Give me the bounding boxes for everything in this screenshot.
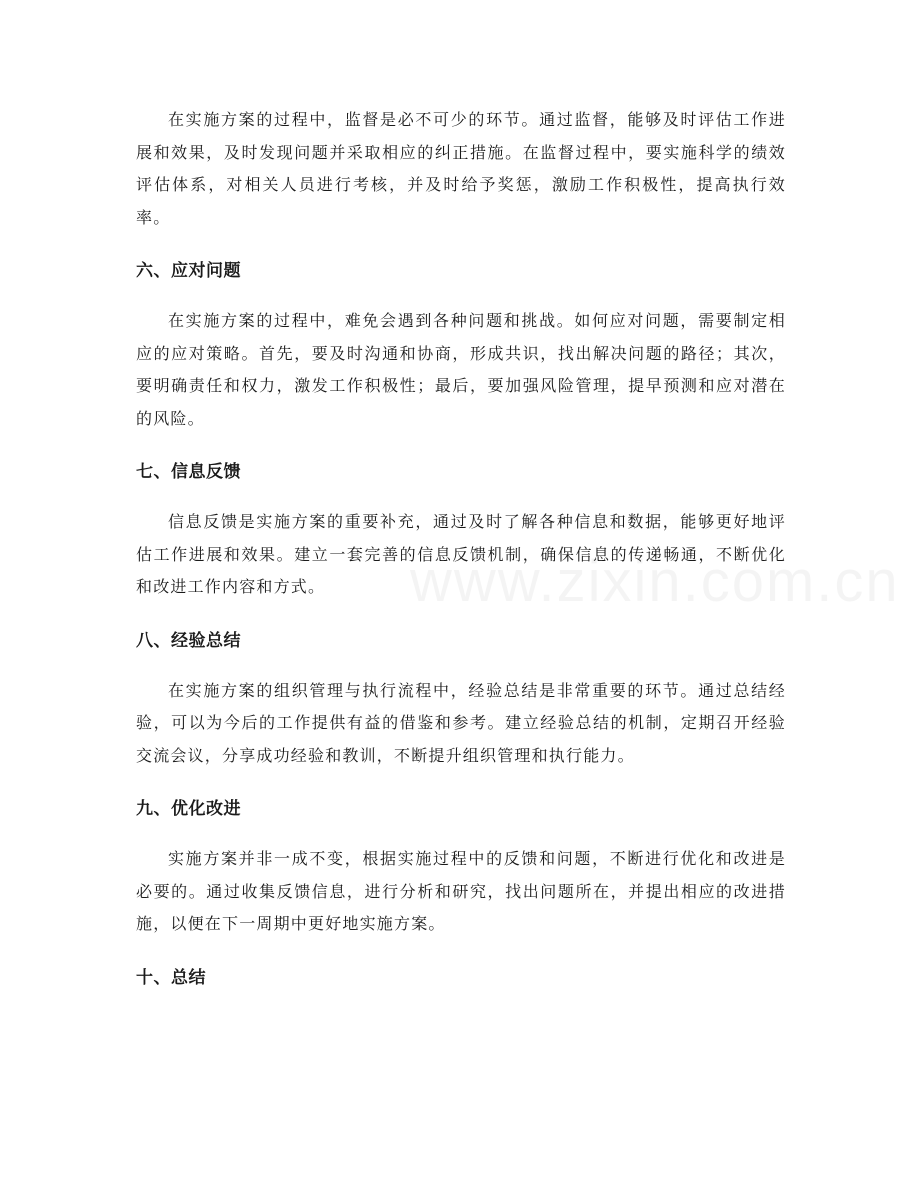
heading-section-9: 九、优化改进 xyxy=(136,799,241,819)
heading-section-6: 六、应对问题 xyxy=(136,261,241,281)
heading-section-7: 七、信息反馈 xyxy=(136,462,241,482)
paragraph-section-9: 实施方案并非一成不变，根据实施过程中的反馈和问题，不断进行优化和改进是必要的。通过收集反馈信息，进行分析和研究，找出问题所在，并提出相应的改进措施，以便在下一周期中更好地实施方案。 xyxy=(136,849,786,933)
paragraph-section-7: 信息反馈是实施方案的重要补充，通过及时了解各种信息和数据，能够更好地评估工作进展和效果。建立一套完善的信息反馈机制，确保信息的传递畅通，不断优化和改进工作内容和方式。 xyxy=(136,512,786,596)
paragraph-section-8: 在实施方案的组织管理与执行流程中，经验总结是非常重要的环节。通过总结经验，可以为今后的工作提供有益的借鉴和参考。建立经验总结的机制，定期召开经验交流会议，分享成功经验和教训，不断提升组织管理和执行能力。 xyxy=(136,680,786,765)
paragraph-section-6: 在实施方案的过程中，难免会遇到各种问题和挑战。如何应对问题，需要制定相应的应对策略。首先，要及时沟通和协商，形成共识，找出解决问题的路径；其次，要明确责任和权力，激发工作积极性；最后，要加强风险管理，提早预测和应对潜在的风险。 xyxy=(136,311,786,428)
document-body xyxy=(136,104,786,990)
heading-section-10: 十、总结 xyxy=(136,967,206,988)
heading-section-8: 八、经验总结 xyxy=(136,630,241,651)
paragraph-supervision: 在实施方案的过程中，监督是必不可少的环节。通过监督，能够及时评估工作进展和效果，及时发现问题并采取相应的纠正措施。在监督过程中，要实施科学的绩效评估体系，对相关人员进行考核，并及时给予奖惩，激励工作积极性，提高执行效率。 xyxy=(136,110,786,227)
